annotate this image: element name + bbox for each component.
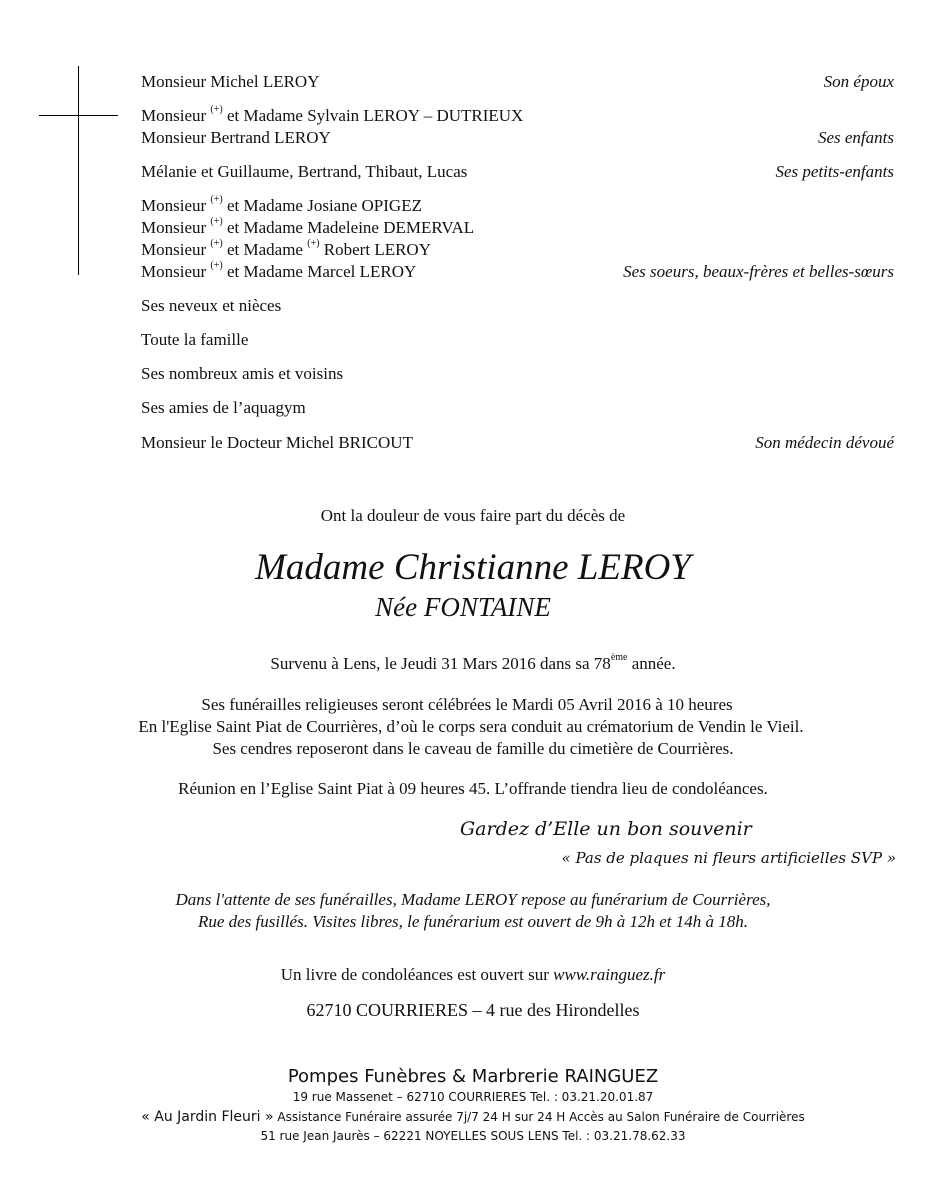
sibling-line1: et Madame Josiane OPIGEZ bbox=[222, 196, 422, 215]
grandchildren-role: Ses petits-enfants bbox=[775, 162, 894, 181]
garden-name: « Au Jardin Fleuri » bbox=[141, 1109, 274, 1125]
wish-line-1: Gardez d’Elle un bon souvenir bbox=[460, 818, 752, 840]
children-line1-pre: Monsieur bbox=[141, 106, 211, 125]
sibling-line4: et Madame Marcel LEROY bbox=[222, 262, 417, 281]
condolences-line bbox=[0, 965, 946, 985]
sibling-line3-end: Robert LEROY bbox=[319, 240, 431, 259]
cross-vertical-bar bbox=[78, 66, 79, 275]
death-text-end: année. bbox=[627, 654, 676, 673]
deceased-mark: (+) bbox=[210, 238, 223, 250]
deceased-mark: (+) bbox=[307, 238, 320, 250]
sibling-monsieur: Monsieur bbox=[141, 262, 211, 281]
wish-line-2: « Pas de plaques ni fleurs artificielles SVP » bbox=[561, 849, 896, 867]
nephews: Ses neveux et nièces bbox=[141, 296, 282, 315]
condolences-link[interactable]: www.rainguez.fr bbox=[553, 965, 666, 984]
spouse-name: Monsieur Michel LEROY bbox=[141, 72, 320, 91]
maiden-name: Née FONTAINE bbox=[375, 592, 551, 622]
funeral-home-services bbox=[0, 1109, 946, 1125]
visitation-line-1: Dans l'attente de ses funérailles, Madame LEROY repose au funérarium de Courrières, bbox=[175, 890, 771, 909]
doctor-name: Monsieur le Docteur Michel BRICOUT bbox=[141, 433, 413, 452]
funeral-line-2: En l'Eglise Saint Piat de Courrières, d’où le corps sera conduit au crématorium de Vendin le Vieil. bbox=[138, 717, 804, 736]
doctor-role: Son médecin dévoué bbox=[755, 433, 894, 452]
visitation-line-2: Rue des fusillés. Visites libres, le funérarium est ouvert de 9h à 12h et 14h à 18h. bbox=[197, 912, 749, 931]
deceased-mark: (+) bbox=[210, 260, 223, 272]
ordinal-suffix: ème bbox=[610, 652, 628, 664]
spouse-role: Son époux bbox=[823, 72, 894, 91]
deceased-name: Madame Christianne LEROY bbox=[255, 547, 691, 588]
children-role: Ses enfants bbox=[817, 128, 894, 147]
deceased-mark: (+) bbox=[210, 104, 223, 116]
reunion-line: Réunion en l’Eglise Saint Piat à 09 heures 45. L’offrande tiendra lieu de condoléances. bbox=[178, 779, 768, 798]
death-text: Survenu à Lens, le Jeudi 31 Mars 2016 dans sa 78 bbox=[270, 654, 611, 673]
cross-horizontal-bar bbox=[39, 115, 118, 116]
friends: Ses nombreux amis et voisins bbox=[141, 364, 344, 383]
funeral-line-3: Ses cendres reposeront dans le caveau de famille du cimetière de Courrières. bbox=[212, 739, 734, 758]
sibling-line2: et Madame Madeleine DEMERVAL bbox=[222, 218, 475, 237]
children-line2: Monsieur Bertrand LEROY bbox=[141, 128, 331, 147]
sibling-monsieur: Monsieur bbox=[141, 196, 211, 215]
deceased-mark: (+) bbox=[210, 194, 223, 206]
whole-family: Toute la famille bbox=[141, 330, 249, 349]
sibling-monsieur: Monsieur bbox=[141, 240, 211, 259]
sibling-monsieur: Monsieur bbox=[141, 218, 211, 237]
funeral-home-name: Pompes Funèbres & Marbrerie RAINGUEZ bbox=[287, 1066, 659, 1087]
grandchildren-names: Mélanie et Guillaume, Bertrand, Thibaut, Lucas bbox=[141, 162, 468, 181]
funeral-home-address-2: 51 rue Jean Jaurès – 62221 NOYELLES SOUS LENS Tel. : 03.21.78.62.33 bbox=[260, 1129, 686, 1143]
funeral-home-address-1: 19 rue Massenet – 62710 COURRIERES Tel. : 03.21.20.01.87 bbox=[292, 1090, 654, 1104]
announcement-intro: Ont la douleur de vous faire part du décès de bbox=[320, 506, 626, 525]
aquagym-friends: Ses amies de l’aquagym bbox=[141, 398, 306, 417]
services-text: Assistance Funéraire assurée 7j/7 24 H sur 24 H Accès au Salon Funéraire de Courrières bbox=[273, 1110, 805, 1124]
home-address: 62710 COURRIERES – 4 rue des Hirondelles bbox=[306, 1000, 640, 1020]
death-notice bbox=[0, 654, 946, 674]
sibling-line3-mid: et Madame bbox=[222, 240, 308, 259]
deceased-mark: (+) bbox=[210, 216, 223, 228]
children-line1-post: et Madame Sylvain LEROY – DUTRIEUX bbox=[222, 106, 524, 125]
siblings-role: Ses soeurs, beaux-frères et belles-sœurs bbox=[623, 262, 894, 281]
funeral-line-1: Ses funérailles religieuses seront célébrées le Mardi 05 Avril 2016 à 10 heures bbox=[201, 695, 733, 714]
condolences-text: Un livre de condoléances est ouvert sur bbox=[280, 965, 554, 984]
